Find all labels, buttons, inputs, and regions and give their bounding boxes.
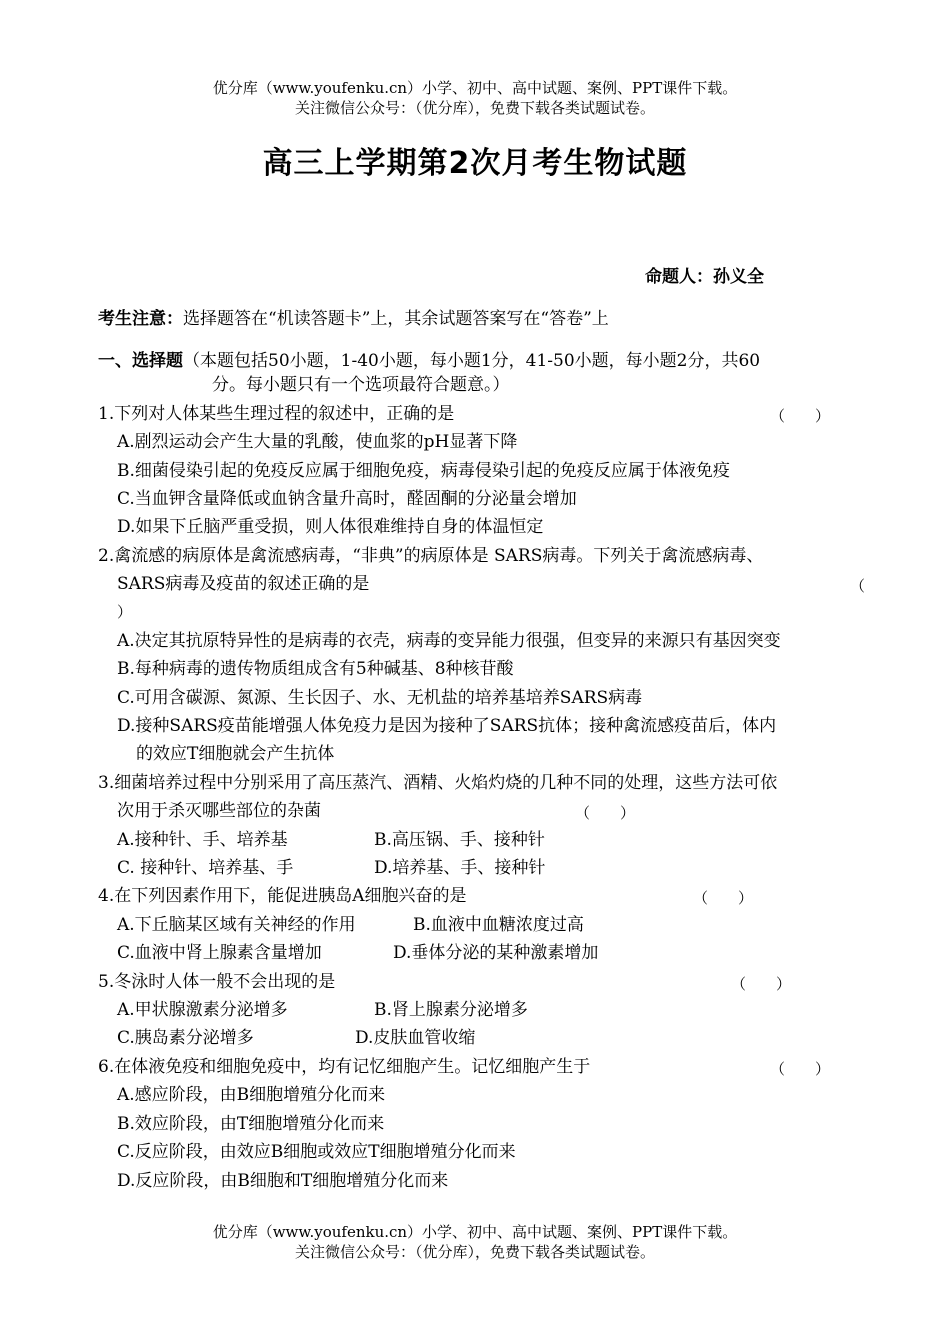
- question-2-option: A.决定其抗原特异性的是病毒的衣壳，病毒的变异能力很强，但变异的来源只有基因突变: [117, 631, 781, 651]
- question-3-option: C. 接种针、培养基、手: [117, 858, 294, 878]
- page-header: [0, 78, 950, 118]
- section-heading: [98, 346, 760, 371]
- question-3-option: B.高压锅、手、接种针: [374, 830, 545, 850]
- question-3-option: D.培养基、手、接种针: [374, 858, 546, 878]
- section-desc-1: （本题包括50小题，1-40小题，每小题1分，41-50小题，每小题2分，共60: [183, 351, 761, 371]
- question-2-option: 的效应T细胞就会产生抗体: [136, 744, 335, 764]
- section-desc-2: 分。每小题只有一个选项最符合题意。）: [212, 375, 510, 395]
- question-3-stem: 次用于杀灭哪些部位的杂菌: [117, 801, 321, 821]
- answer-paren: （ ）: [770, 407, 831, 425]
- question-5-option: B.肾上腺素分泌增多: [374, 1000, 528, 1020]
- question-6-option: C.反应阶段，由效应B细胞或效应T细胞增殖分化而来: [117, 1142, 516, 1162]
- question-1-option: A.剧烈运动会产生大量的乳酸，使血浆的pH显著下降: [117, 432, 518, 452]
- question-4-stem: 4.在下列因素作用下，能促进胰岛A细胞兴奋的是: [98, 886, 467, 906]
- question-6-option: B.效应阶段，由T细胞增殖分化而来: [117, 1114, 385, 1134]
- question-6-option: D.反应阶段，由B细胞和T细胞增殖分化而来: [117, 1171, 449, 1191]
- page-footer: [0, 1222, 950, 1262]
- question-5-option: A.甲状腺激素分泌增多: [117, 1000, 288, 1020]
- question-6-stem: 6.在体液免疫和细胞免疫中，均有记忆细胞产生。记忆细胞产生于: [98, 1057, 591, 1077]
- question-2-stem: SARS病毒及疫苗的叙述正确的是: [117, 574, 370, 594]
- question-1-option: D.如果下丘脑严重受损，则人体很难维持自身的体温恒定: [117, 517, 544, 537]
- section-label: 一、选择题: [98, 351, 183, 371]
- answer-paren: （ ）: [693, 889, 754, 907]
- question-2-stem: 2.禽流感的病原体是禽流感病毒，“非典”的病原体是 SARS病毒。下列关于禽流感病毒、: [98, 546, 764, 566]
- answer-paren: （ ）: [770, 1060, 831, 1078]
- question-5-option: D.皮肤血管收缩: [355, 1028, 476, 1048]
- answer-paren-close: ）: [117, 603, 133, 621]
- question-4-option: D.垂体分泌的某种激素增加: [393, 943, 599, 963]
- question-1-stem: 1.下列对人体某些生理过程的叙述中，正确的是: [98, 404, 455, 424]
- question-3-stem: 3.细菌培养过程中分别采用了高压蒸汽、酒精、火焰灼烧的几种不同的处理，这些方法可依: [98, 773, 778, 793]
- notice-label: 考生注意：: [98, 309, 183, 329]
- question-6-option: A.感应阶段，由B细胞增殖分化而来: [117, 1085, 386, 1105]
- page-title: 高三上学期第2次月考生物试题: [262, 146, 688, 181]
- question-4-option: C.血液中肾上腺素含量增加: [117, 943, 322, 963]
- question-5-option: C.胰岛素分泌增多: [117, 1028, 254, 1048]
- header-line-2: 关注微信公众号：（优分库），免费下载各类试题试卷。: [294, 99, 655, 117]
- question-2-option: B.每种病毒的遗传物质组成含有5种碱基、8种核苷酸: [117, 659, 514, 679]
- question-1-option: C.当血钾含量降低或血钠含量升高时，醛固酮的分泌量会增加: [117, 489, 577, 509]
- question-3-option: A.接种针、手、培养基: [117, 830, 288, 850]
- question-4-option: A.下丘脑某区域有关神经的作用: [117, 915, 356, 935]
- exam-notice: [98, 304, 609, 329]
- notice-text: 选择题答在“机读答题卡”上，其余试题答案写在“答卷”上: [183, 309, 609, 329]
- question-4-option: B.血液中血糖浓度过高: [413, 915, 584, 935]
- footer-line-2: 关注微信公众号：（优分库），免费下载各类试题试卷。: [294, 1243, 655, 1261]
- question-2-option: D.接种SARS疫苗能增强人体免疫力是因为接种了SARS抗体；接种禽流感疫苗后，体内: [117, 716, 777, 736]
- footer-line-1: 优分库（www.youfenku.cn）小学、初中、高中试题、案例、PPT课件下载。: [212, 1223, 738, 1241]
- answer-paren: （ ）: [575, 804, 636, 822]
- header-line-1: 优分库（www.youfenku.cn）小学、初中、高中试题、案例、PPT课件下载。: [212, 79, 738, 97]
- question-1-option: B.细菌侵染引起的免疫反应属于细胞免疫，病毒侵染引起的免疫反应属于体液免疫: [117, 461, 730, 481]
- answer-paren-open: （: [850, 577, 866, 595]
- author: 命题人：孙义全: [645, 267, 764, 287]
- answer-paren: （ ）: [731, 975, 792, 993]
- question-5-stem: 5.冬泳时人体一般不会出现的是: [98, 972, 336, 992]
- question-2-option: C.可用含碳源、氮源、生长因子、水、无机盐的培养基培养SARS病毒: [117, 688, 643, 708]
